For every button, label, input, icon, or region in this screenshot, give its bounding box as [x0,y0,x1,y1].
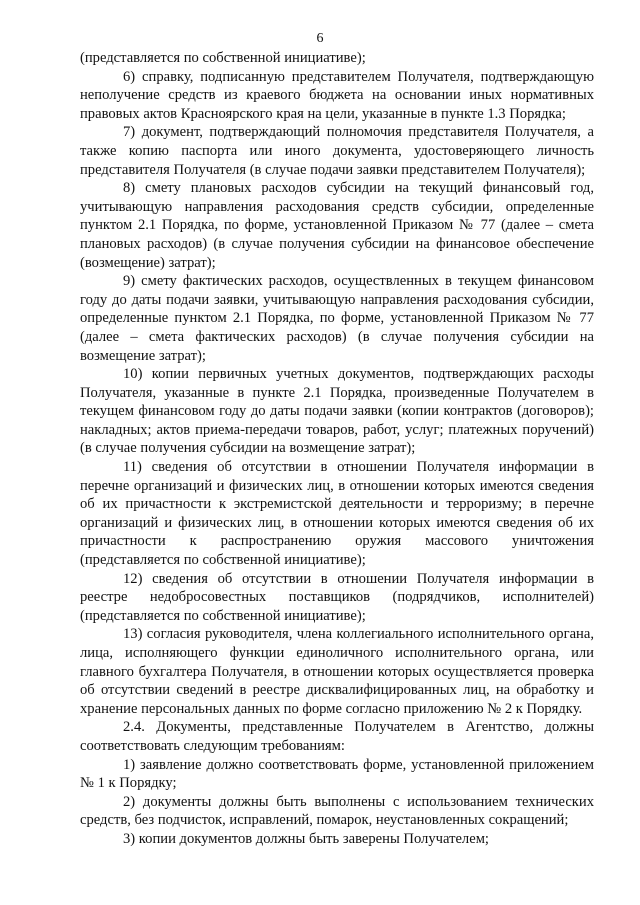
requirement-1: 1) заявление должно соответствовать форме, установленной приложением № 1 к Порядку; [80,756,594,792]
list-item-7: 7) документ, подтверждающий полномочия представителя Получателя, а также копию паспорта или иного документа, удостоверяющего личность представителя Получателя (в случае подачи заявки представителем Получателя); [80,124,594,178]
document-body [80,49,594,849]
list-item-6: 6) справку, подписанную представителем Получателя, подтверждающую неполучение средств из краевого бюджета на основании иных нормативных правовых актов Красноярского края на цели, указанные в пункте 1.3 Порядка; [80,68,594,122]
list-item-13: 13) согласия руководителя, члена коллегиального исполнительного органа, лица, исполняющего функции единоличного исполнительного органа, или главного бухгалтера Получателя, в отношении которых осуществляется проверка об отсутствии сведений в реестре дисквалифицированных лиц, на обработку и хранение персональных данных по форме согласно приложению № 2 к Порядку. [80,626,594,717]
list-item-12: 12) сведения об отсутствии в отношении Получателя информации в реестре недобросовестных поставщиков (подрядчиков, исполнителей) (представляется по собственной инициативе); [80,570,594,624]
list-item-9: 9) смету фактических расходов, осуществленных в текущем финансовом году до даты подачи заявки, учитывающую направления расходования субсидии, определенные пунктом 2.1 Порядка, по форме, установленной Приказом № 77 (далее – смета фактических расходов) (в случае получения субсидии на возмещение затрат); [80,273,594,364]
requirement-2: 2) документы должны быть выполнены с использованием технических средств, без подчисток, исправлений, помарок, неустановленных сокращений; [80,793,594,829]
requirement-3: 3) копии документов должны быть заверены Получателем; [123,830,489,847]
paragraph-continuation: (представляется по собственной инициативе); [80,50,366,66]
list-item-10: 10) копии первичных учетных документов, подтверждающих расходы Получателя, указанные в пункте 2.1 Порядка, произведенные Получателем в текущем финансовом году до даты подачи заявки (копии контрактов (договоров); накладных; актов приема-передачи товаров, работ, услуг; платежных поручений) (в случае получения субсидии на возмещение затрат); [80,366,594,457]
list-item-11: 11) сведения об отсутствии в отношении Получателя информации в перечне организаций и физических лиц, в отношении которых имеются сведения об их причастности к экстремистской деятельности и терроризму; в перечне организаций и физических лиц, в отношении которых имеются сведения об их причастности к распространению оружия массового уничтожения (представляется по собственной инициативе); [80,459,594,569]
list-item-8: 8) смету плановых расходов субсидии на текущий финансовый год, учитывающую направления расходования средств субсидии, определенные пунктом 2.1 Порядка, по форме, установленной Приказом № 77 (далее – смета плановых расходов) (в случае получения субсидии на финансовое обеспечение (возмещение) затрат); [80,180,594,271]
section-2-4-heading: 2.4. Документы, представленные Получателем в Агентство, должны соответствовать следующим требованиям: [80,719,594,754]
page-number: 6 [316,31,324,46]
